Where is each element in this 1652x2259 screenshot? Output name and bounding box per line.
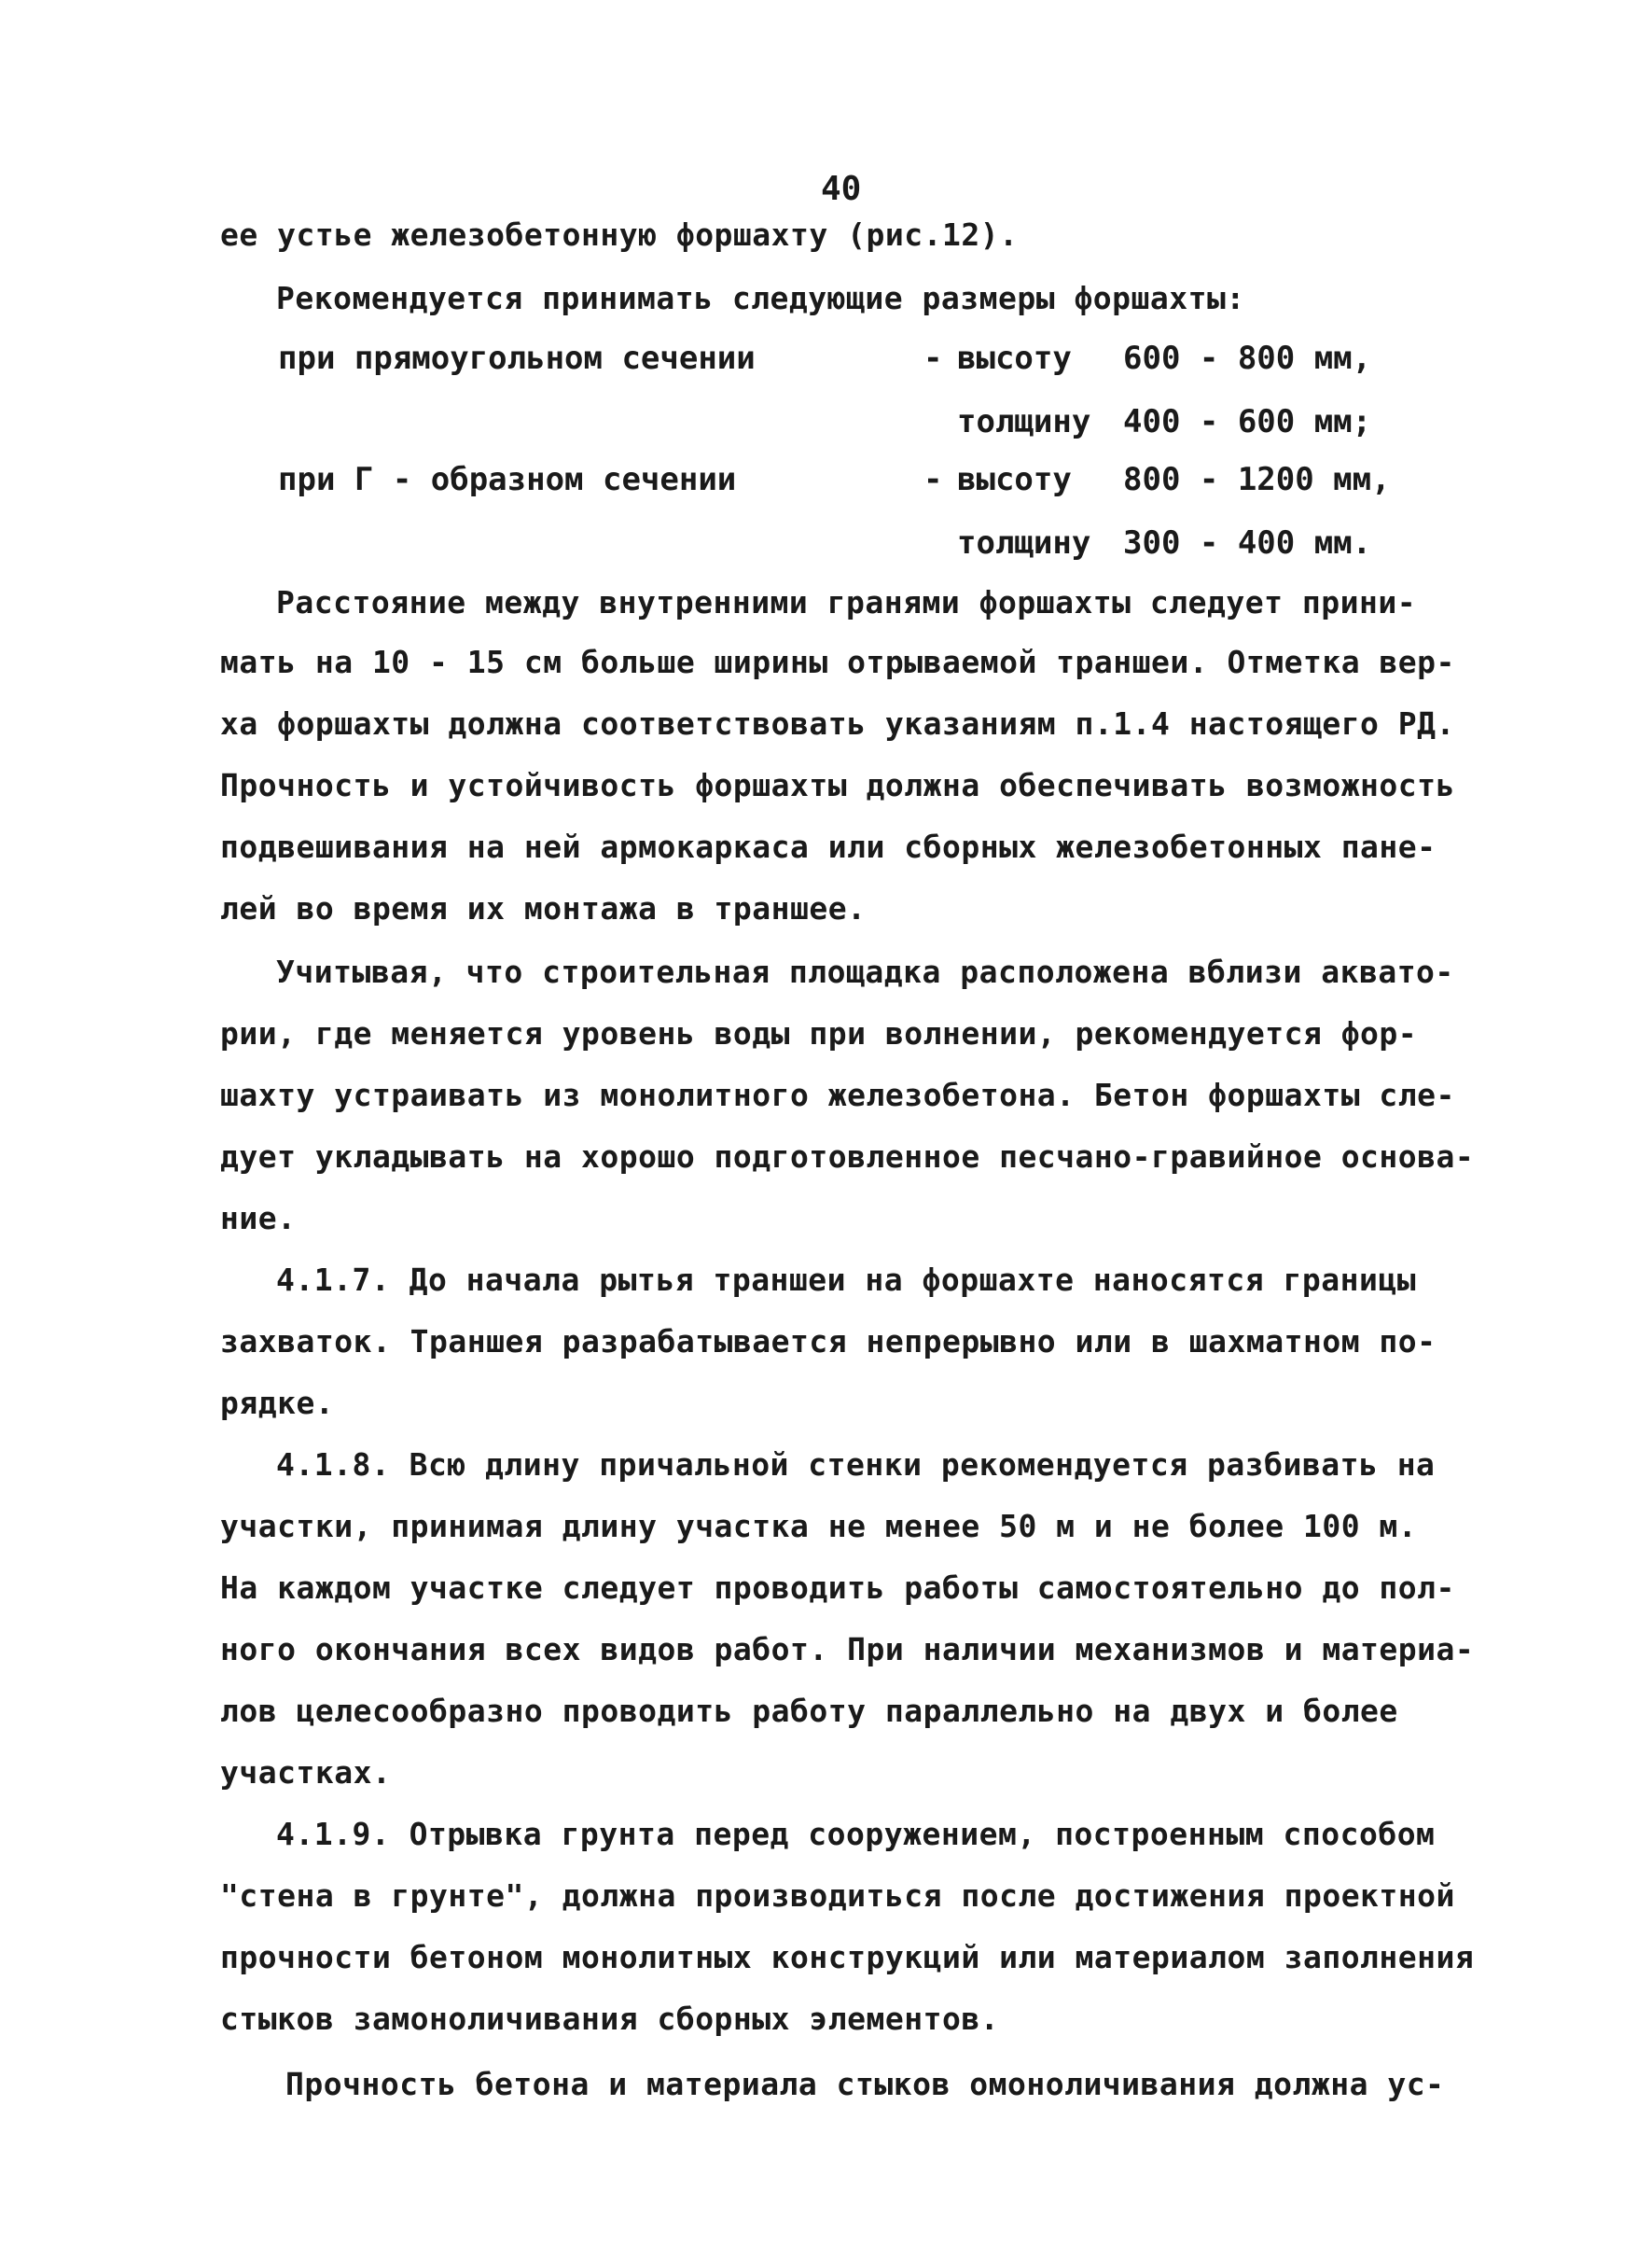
recommendation-heading: Рекомендуется принимать следующие размеры форшахты: — [276, 280, 1245, 316]
dimension-range: 300 - 400 мм. — [1123, 524, 1372, 562]
body-line: "стена в грунте", должна производиться после достижения проектной — [220, 1877, 1455, 1914]
dimension-dash: - — [923, 340, 943, 377]
body-line: ха форшахты должна соответствовать указаниям п.1.4 настоящего РД. — [220, 705, 1455, 742]
body-line: На каждом участке следует проводить работы самостоятельно до пол- — [220, 1569, 1455, 1606]
body-line: прочности бетоном монолитных конструкций или материалом заполнения — [220, 1939, 1475, 1975]
body-line: захваток. Траншея разрабатывается непрерывно или в шахматном по- — [220, 1323, 1437, 1360]
body-line: ного окончания всех видов работ. При наличии механизмов и материа- — [220, 1631, 1475, 1667]
section-4-1-7: 4.1.7. До начала рытья траншеи на форшахте наносятся границы — [276, 1262, 1417, 1298]
dimension-param: высоту — [957, 340, 1072, 377]
section-4-1-9: 4.1.9. Отрывка грунта перед сооружением, построенным способом — [276, 1816, 1436, 1852]
body-line: подвешивания на ней армокаркаса или сборных железобетонных пане- — [220, 829, 1437, 865]
body-line: дует укладывать на хорошо подготовленное песчано-гравийное основа- — [220, 1138, 1475, 1175]
dimension-param: высоту — [957, 461, 1072, 498]
section-4-1-8: 4.1.8. Всю длину причальной стенки рекомендуется разбивать на — [276, 1446, 1436, 1483]
rect-section-label: при прямоугольном сечении — [278, 340, 756, 377]
body-line: Расстояние между внутренними гранями форшахты следует прини- — [276, 584, 1417, 621]
body-line: лей во время их монтажа в траншее. — [220, 890, 867, 927]
dimension-param: толщину — [957, 403, 1091, 440]
body-line: лов целесообразно проводить работу параллельно на двух и более — [220, 1693, 1398, 1729]
dimension-dash: - — [923, 461, 943, 498]
body-line: Прочность бетона и материала стыков омоноличивания должна ус- — [285, 2066, 1445, 2102]
intro-line: ее устье железобетонную форшахту (рис.12). — [220, 216, 1019, 253]
body-line: шахту устраивать из монолитного железобетона. Бетон форшахты сле- — [220, 1077, 1455, 1113]
page-number: 40 — [821, 170, 862, 208]
gamma-section-label: при Г - образном сечении — [278, 461, 737, 498]
dimension-range: 800 - 1200 мм, — [1123, 461, 1391, 498]
body-line: Прочность и устойчивость форшахты должна обеспечивать возможность — [220, 767, 1455, 803]
body-line: участки, принимая длину участка не менее 50 м и не более 100 м. — [220, 1508, 1418, 1544]
body-line: рии, где меняется уровень воды при волнении, рекомендуется фор- — [220, 1015, 1418, 1052]
body-line: участках. — [220, 1754, 392, 1791]
body-line: ние. — [220, 1200, 297, 1236]
dimension-range: 400 - 600 мм; — [1123, 403, 1372, 440]
body-line: стыков замоноличивания сборных элементов. — [220, 2001, 1000, 2037]
body-line: рядке. — [220, 1385, 335, 1421]
dimension-param: толщину — [957, 524, 1091, 562]
body-line: мать на 10 - 15 см больше ширины отрываемой траншеи. Отметка вер- — [220, 644, 1455, 680]
dimension-range: 600 - 800 мм, — [1123, 340, 1372, 377]
body-line: Учитывая, что строительная площадка расположена вблизи аквато- — [276, 954, 1454, 990]
